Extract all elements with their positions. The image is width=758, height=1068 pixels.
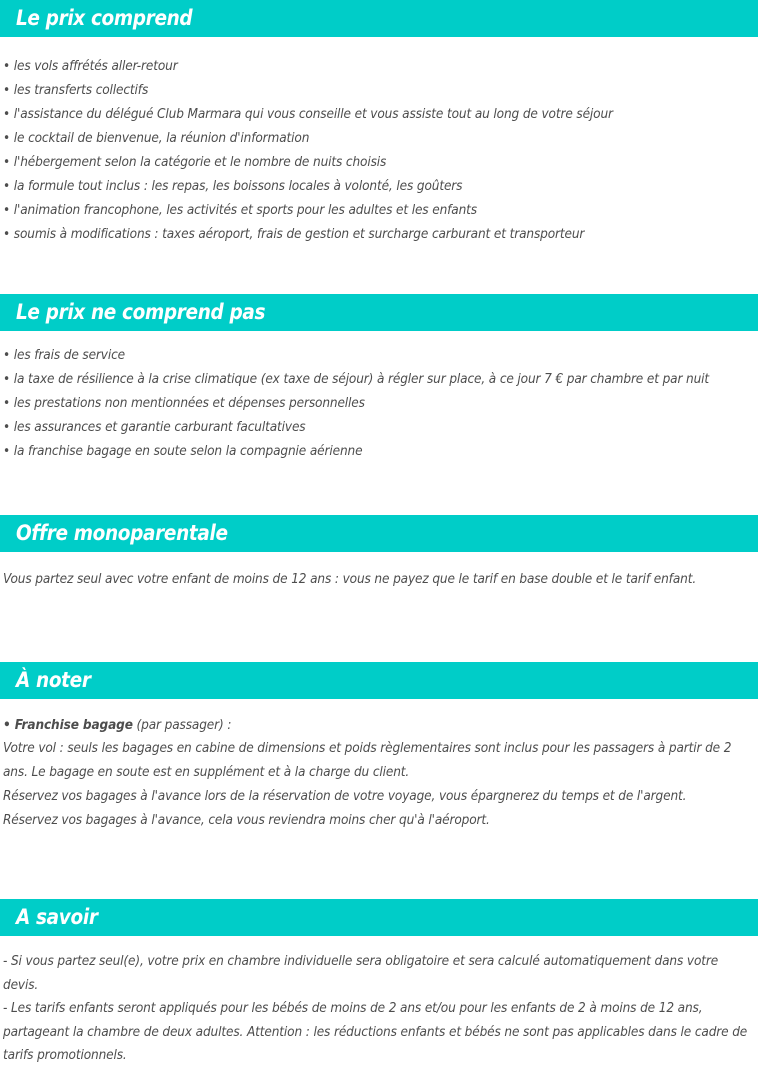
paragraph: Votre vol : seuls les bagages en cabine de dimensions et poids règlementaires sont inclus pour les passagers à partir de 2 ans. Le bagage en soute est en supplément et à la charge du client. (3, 740, 732, 780)
spacer (0, 552, 758, 567)
paragraph: Vous partez seul avec votre enfant de moins de 12 ans : vous ne payez que le tarif en base double et le tarif enfant. (3, 571, 697, 587)
franchise-bagage-label: • Franchise bagage (3, 717, 133, 733)
section-title: A savoir (16, 905, 98, 929)
list-item: • les vols affrétés aller-retour (3, 58, 178, 74)
paragraph: Réservez vos bagages à l'avance lors de la réservation de votre voyage, vous épargnerez du temps et de l'argent. (3, 788, 687, 804)
section-header-le-prix-ne-comprend-pas (0, 294, 758, 331)
spacer (0, 591, 758, 662)
list-item: • l'assistance du délégué Club Marmara qui vous conseille et vous assiste tout au long de votre séjour (3, 106, 613, 122)
list-item: • les transferts collectifs (3, 82, 149, 98)
list-item-franchise-bagage (3, 713, 679, 737)
section-body-offre-monoparentale (0, 567, 758, 591)
section-header-le-prix-comprend (0, 0, 758, 37)
list-item: • les frais de service (3, 347, 125, 363)
list-item: • la taxe de résilience à la crise climatique (ex taxe de séjour) à régler sur place, à ce jour 7 € par chambre et par nuit (3, 371, 710, 387)
section-body-le-prix-comprend (0, 54, 758, 246)
spacer (0, 246, 758, 294)
section-title: Le prix ne comprend pas (16, 300, 266, 324)
paragraph: - Les tarifs enfants seront appliqués pour les bébés de moins de 2 ans et/ou pour les enfants de 2 à moins de 12 ans, partageant la chambre de deux adultes. Attention : les réductions enfants et bébés ne sont pas applicables dans le cadre de tarifs promotionnels. (3, 1000, 748, 1063)
list-item: • l'hébergement selon la catégorie et le nombre de nuits choisis (3, 154, 387, 170)
paragraph: - Si vous partez seul(e), votre prix en chambre individuelle sera obligatoire et sera calculé automatiquement dans votre devis. (3, 953, 719, 993)
list-item: • les prestations non mentionnées et dépenses personnelles (3, 395, 365, 411)
spacer (0, 936, 758, 950)
section-body-le-prix-ne-comprend-pas (0, 343, 758, 463)
list-item: • la formule tout inclus : les repas, les boissons locales à volonté, les goûters (3, 178, 463, 194)
list-item: • le cocktail de bienvenue, la réunion d'information (3, 130, 310, 146)
section-header-offre-monoparentale (0, 515, 758, 552)
list-item: • la franchise bagage en soute selon la compagnie aérienne (3, 443, 363, 459)
paragraph: Réservez vos bagages à l'avance, cela vous reviendra moins cher qu'à l'aéroport. (3, 812, 490, 828)
spacer (0, 37, 758, 54)
section-header-a-noter (0, 662, 758, 699)
spacer (0, 331, 758, 343)
section-body-a-savoir (0, 950, 758, 1068)
spacer (0, 699, 758, 713)
section-body-a-noter (0, 713, 758, 832)
section-title: Offre monoparentale (16, 521, 228, 545)
list-item: • les assurances et garantie carburant facultatives (3, 419, 306, 435)
section-title: Le prix comprend (16, 6, 193, 30)
section-header-a-savoir (0, 899, 758, 936)
section-title: À noter (16, 668, 91, 692)
list-item: • l'animation francophone, les activités et sports pour les adultes et les enfants (3, 202, 477, 218)
list-item: • soumis à modifications : taxes aéroport, frais de gestion et surcharge carburant et transporteur (3, 226, 585, 242)
spacer (0, 463, 758, 515)
franchise-bagage-suffix: (par passager) : (132, 717, 232, 733)
spacer (0, 832, 758, 899)
